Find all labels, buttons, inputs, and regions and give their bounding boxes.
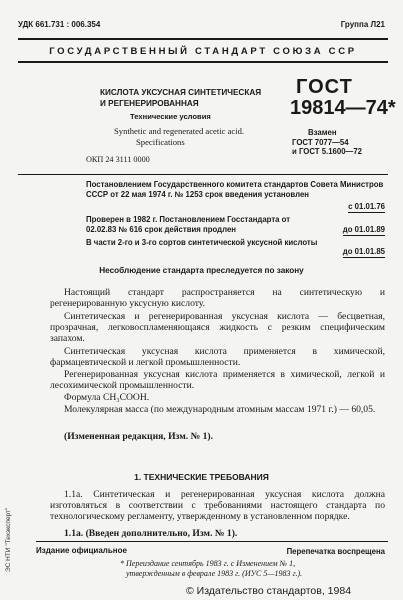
top-rule <box>18 38 388 40</box>
formula-label: Формула <box>64 392 101 403</box>
clause-1-1a-note <box>50 528 385 539</box>
decree-date-3: до 01.01.85 <box>342 247 385 256</box>
document-title <box>100 87 261 122</box>
paragraph-regenerated-use-text: Регенерированная уксусная кислота применяется в химической, легкой и лесохимической промышленности. <box>50 369 385 391</box>
standard-rule <box>18 61 388 63</box>
clause-1-1a <box>50 489 385 522</box>
okp-code: ОКП 24 3111 0000 <box>86 155 150 164</box>
law-warning: Несоблюдение стандарта преследуется по закону <box>99 266 304 275</box>
paragraph-scope-text: Настоящий стандарт распространяется на синтетическую и регенерированную уксусную кислоту. <box>50 287 385 309</box>
formula-value: CH₃COOH. <box>102 392 150 403</box>
paragraph-formula <box>50 392 385 403</box>
gost-number: 19814—74* <box>290 97 396 119</box>
english-title-line-2: Specifications <box>136 137 185 147</box>
english-title <box>100 126 244 148</box>
group-code: Группа Л21 <box>340 20 385 29</box>
footnote-line-2: утвержденным в феврале 1983 г. (ИУС 5—1983 г.). <box>126 569 303 578</box>
decree-text-1: Постановлением Государственного комитета стандартов Совета Министров СССР от 22 мая 1974 г. № 1253 срок введения установлен <box>86 180 384 199</box>
gost-designation <box>290 76 396 120</box>
udk-code: УДК 661.731 : 006.354 <box>18 20 101 29</box>
replaces-gost-2: и ГОСТ 5.1600—72 <box>292 147 363 156</box>
publisher-copyright: © Издательство стандартов, 1984 <box>186 585 352 597</box>
paragraph-synthetic-use-text: Синтетическая уксусная кислота применяется в химической, фармацевтической и легкой промышленности. <box>50 346 385 368</box>
official-edition-label: Издание официальное <box>36 546 127 555</box>
replaces-label: Взамен <box>308 128 337 137</box>
paragraph-description-text: Синтетическая и регенерированная уксусная кислота — бесцветная, прозрачная, легковоспламеняющаяся жидкость с резким специфическим запахом. <box>50 311 385 344</box>
section-title: 1. ТЕХНИЧЕСКИЕ ТРЕБОВАНИЯ <box>134 472 269 482</box>
english-title-line-1: Synthetic and regenerated acetic acid. <box>114 126 245 136</box>
decree-text-3: В части 2-го и 3-го сортов синтетической уксусной кислоты <box>86 238 318 247</box>
paragraph-amendment-note <box>50 431 385 442</box>
decree-date-2: до 01.01.89 <box>342 225 385 234</box>
footnote-line-1: * Переиздание сентябрь 1983 г. с Изменением № 1, <box>120 559 296 568</box>
reprint-prohibited-label: Перепечатка воспрещена <box>286 547 385 556</box>
clause-1-1a-text: 1.1а. Синтетическая и регенерированная уксусная кислота должна изготовляться в соответствии с требованиями настоящего стандарта по технологическому регламенту, утвержденному в установленном порядке. <box>50 489 385 522</box>
title-line-1: КИСЛОТА УКСУСНАЯ СИНТЕТИЧЕСКАЯ <box>100 88 262 97</box>
title-line-2: И РЕГЕНЕРИРОВАННАЯ <box>100 99 199 108</box>
paragraph-scope <box>50 287 385 309</box>
paragraph-regenerated-use <box>50 369 385 391</box>
title-subtitle: Технические условия <box>130 112 211 121</box>
footnote <box>120 559 302 579</box>
replaces-gost-1: ГОСТ 7077—54 <box>292 137 349 147</box>
standard-line: ГОСУДАРСТВЕННЫЙ СТАНДАРТ СОЮЗА ССР <box>49 46 357 57</box>
decree-text-2: Проверен в 1982 г. Постановлением Госстандарта от 02.02.83 № 616 срок действия продлен <box>86 215 291 234</box>
gost-word: ГОСТ <box>296 76 353 98</box>
paragraph-synthetic-use <box>50 346 385 368</box>
footer-rule <box>36 541 388 542</box>
paragraph-molar-mass <box>50 404 385 415</box>
paragraph-molar-mass-text: Молекулярная масса (по международным атомным массам 1971 г.) — 60,05. <box>64 404 376 415</box>
paragraph-amendment-note-text: (Измененная редакция, Изм. № 1). <box>64 431 214 442</box>
replaces-block <box>292 128 362 157</box>
decree-date-1: с 01.01.76 <box>348 202 385 211</box>
decree-rule <box>18 174 388 175</box>
clause-1-1a-note-text: 1.1а. (Введен дополнительно, Изм. № 1). <box>64 528 238 539</box>
side-stamp: ЭС НТИ "Техэксперт" <box>5 507 12 572</box>
paragraph-description <box>50 311 385 344</box>
